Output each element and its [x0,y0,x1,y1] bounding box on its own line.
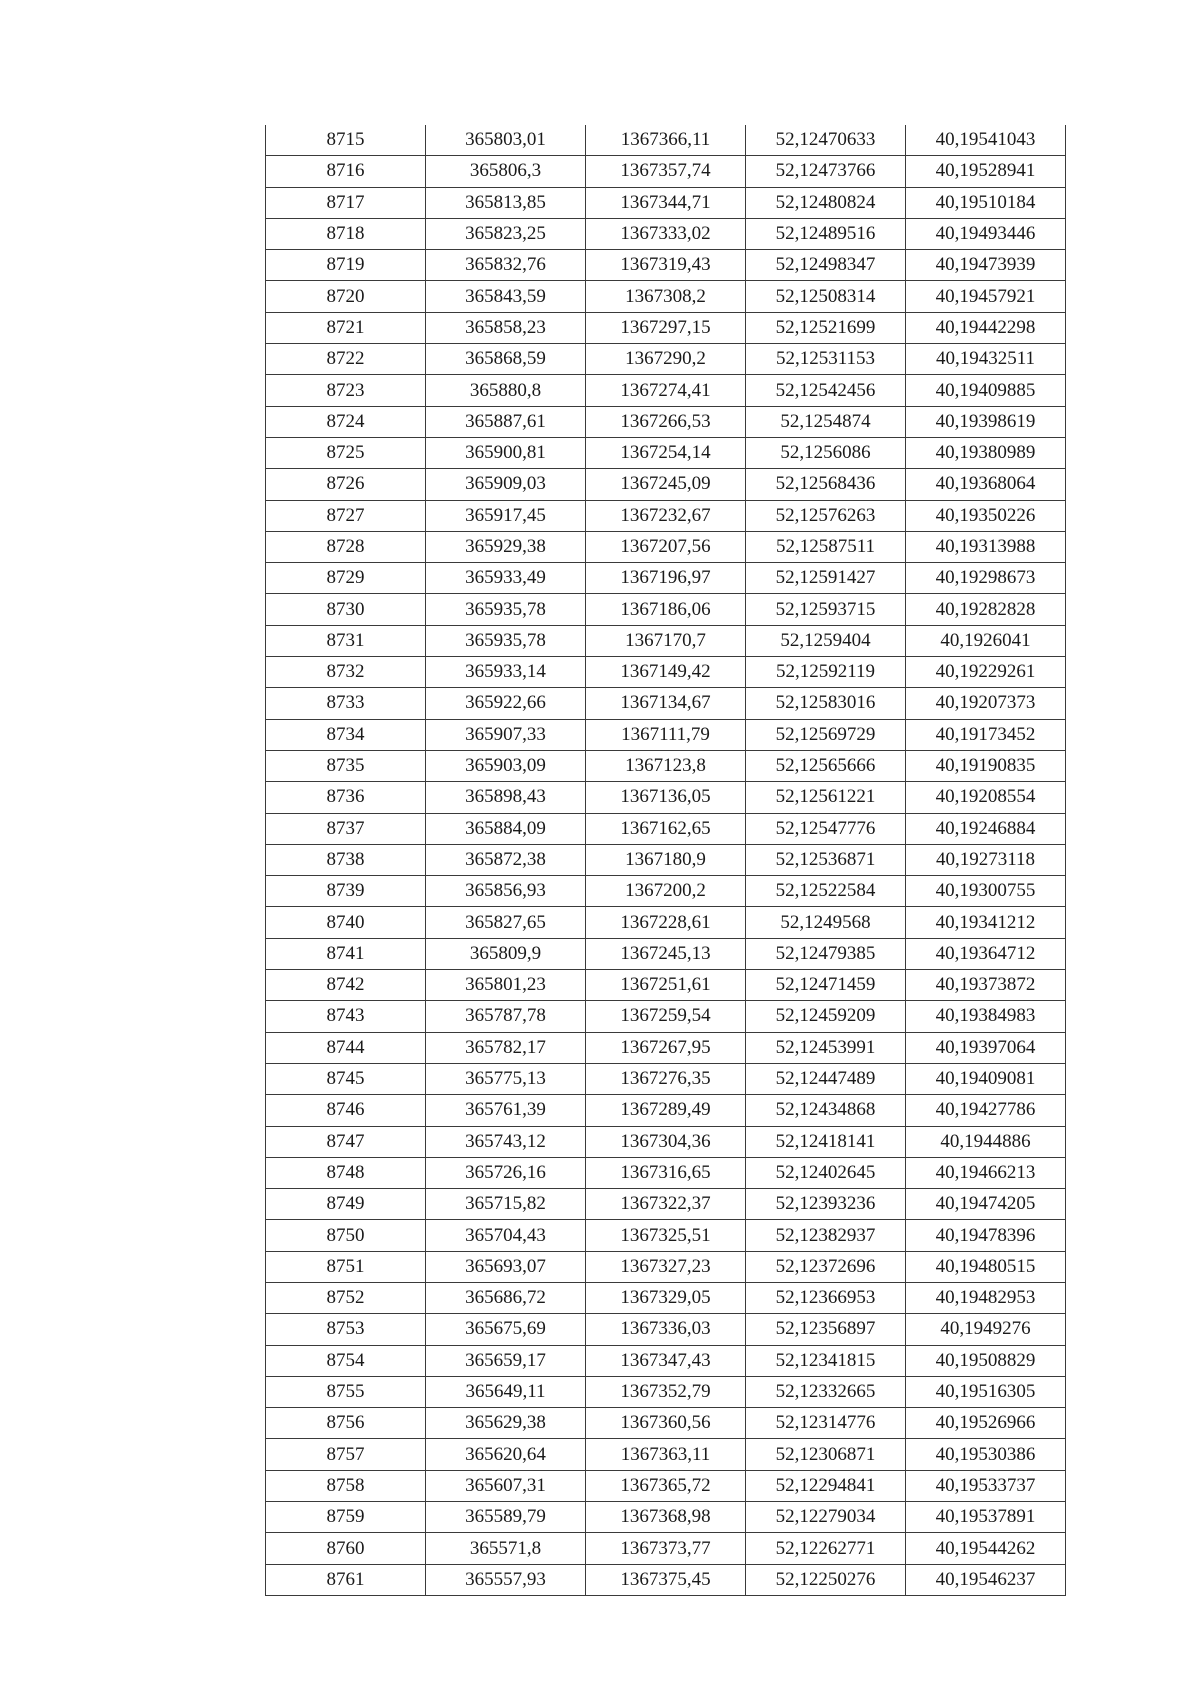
point-number-cell: 8724 [266,406,426,437]
latitude-cell: 52,12470633 [746,125,906,156]
point-number-cell: 8731 [266,625,426,656]
y-coordinate-cell: 1367259,54 [586,1001,746,1032]
table-row [266,1470,1066,1501]
longitude-cell: 40,19510184 [906,187,1066,218]
y-coordinate-cell: 1367375,45 [586,1564,746,1595]
point-number-cell: 8746 [266,1095,426,1126]
point-number-cell: 8726 [266,469,426,500]
x-coordinate-cell: 365801,23 [426,970,586,1001]
point-number-cell: 8753 [266,1314,426,1345]
x-coordinate-cell: 365571,8 [426,1533,586,1564]
latitude-cell: 52,12576263 [746,500,906,531]
x-coordinate-cell: 365880,8 [426,375,586,406]
x-coordinate-cell: 365686,72 [426,1282,586,1313]
longitude-cell: 40,19409081 [906,1063,1066,1094]
table-row [266,625,1066,656]
table-row [266,688,1066,719]
latitude-cell: 52,12471459 [746,970,906,1001]
latitude-cell: 52,12434868 [746,1095,906,1126]
table-row [266,1001,1066,1032]
latitude-cell: 52,12569729 [746,719,906,750]
y-coordinate-cell: 1367170,7 [586,625,746,656]
longitude-cell: 40,19474205 [906,1189,1066,1220]
point-number-cell: 8738 [266,844,426,875]
x-coordinate-cell: 365726,16 [426,1157,586,1188]
y-coordinate-cell: 1367196,97 [586,563,746,594]
x-coordinate-cell: 365935,78 [426,594,586,625]
point-number-cell: 8736 [266,782,426,813]
longitude-cell: 40,19526966 [906,1408,1066,1439]
latitude-cell: 52,12480824 [746,187,906,218]
x-coordinate-cell: 365557,93 [426,1564,586,1595]
point-number-cell: 8751 [266,1251,426,1282]
table-row [266,907,1066,938]
y-coordinate-cell: 1367267,95 [586,1032,746,1063]
table-row [266,1220,1066,1251]
point-number-cell: 8754 [266,1345,426,1376]
point-number-cell: 8722 [266,344,426,375]
latitude-cell: 52,12522584 [746,876,906,907]
latitude-cell: 52,12593715 [746,594,906,625]
y-coordinate-cell: 1367357,74 [586,156,746,187]
table-row [266,1157,1066,1188]
x-coordinate-cell: 365803,01 [426,125,586,156]
point-number-cell: 8760 [266,1533,426,1564]
longitude-cell: 40,1926041 [906,625,1066,656]
longitude-cell: 40,19229261 [906,657,1066,688]
table-row [266,250,1066,281]
y-coordinate-cell: 1367266,53 [586,406,746,437]
longitude-cell: 40,19364712 [906,938,1066,969]
y-coordinate-cell: 1367327,23 [586,1251,746,1282]
longitude-cell: 40,19516305 [906,1376,1066,1407]
y-coordinate-cell: 1367251,61 [586,970,746,1001]
latitude-cell: 52,12536871 [746,844,906,875]
longitude-cell: 40,19442298 [906,312,1066,343]
y-coordinate-cell: 1367254,14 [586,437,746,468]
point-number-cell: 8717 [266,187,426,218]
longitude-cell: 40,19533737 [906,1470,1066,1501]
latitude-cell: 52,12568436 [746,469,906,500]
latitude-cell: 52,12508314 [746,281,906,312]
longitude-cell: 40,19537891 [906,1502,1066,1533]
x-coordinate-cell: 365806,3 [426,156,586,187]
longitude-cell: 40,19208554 [906,782,1066,813]
point-number-cell: 8750 [266,1220,426,1251]
latitude-cell: 52,12294841 [746,1470,906,1501]
y-coordinate-cell: 1367274,41 [586,375,746,406]
y-coordinate-cell: 1367325,51 [586,1220,746,1251]
point-number-cell: 8727 [266,500,426,531]
longitude-cell: 40,19380989 [906,437,1066,468]
latitude-cell: 52,12366953 [746,1282,906,1313]
table-row [266,1126,1066,1157]
latitude-cell: 52,12587511 [746,531,906,562]
x-coordinate-cell: 365827,65 [426,907,586,938]
y-coordinate-cell: 1367329,05 [586,1282,746,1313]
x-coordinate-cell: 365898,43 [426,782,586,813]
x-coordinate-cell: 365659,17 [426,1345,586,1376]
table-row [266,938,1066,969]
x-coordinate-cell: 365909,03 [426,469,586,500]
latitude-cell: 52,12565666 [746,750,906,781]
longitude-cell: 40,19398619 [906,406,1066,437]
coordinates-table-body [266,125,1066,1595]
x-coordinate-cell: 365813,85 [426,187,586,218]
y-coordinate-cell: 1367336,03 [586,1314,746,1345]
y-coordinate-cell: 1367245,13 [586,938,746,969]
point-number-cell: 8721 [266,312,426,343]
x-coordinate-cell: 365782,17 [426,1032,586,1063]
table-row [266,719,1066,750]
latitude-cell: 52,12341815 [746,1345,906,1376]
y-coordinate-cell: 1367366,11 [586,125,746,156]
longitude-cell: 40,19368064 [906,469,1066,500]
latitude-cell: 52,12279034 [746,1502,906,1533]
point-number-cell: 8719 [266,250,426,281]
latitude-cell: 52,12547776 [746,813,906,844]
table-row [266,1408,1066,1439]
table-row [266,1502,1066,1533]
y-coordinate-cell: 1367207,56 [586,531,746,562]
x-coordinate-cell: 365922,66 [426,688,586,719]
coordinates-table [265,125,1066,1596]
longitude-cell: 40,19493446 [906,218,1066,249]
table-row [266,1314,1066,1345]
point-number-cell: 8737 [266,813,426,844]
point-number-cell: 8715 [266,125,426,156]
table-row [266,1095,1066,1126]
longitude-cell: 40,19427786 [906,1095,1066,1126]
x-coordinate-cell: 365775,13 [426,1063,586,1094]
point-number-cell: 8732 [266,657,426,688]
y-coordinate-cell: 1367316,65 [586,1157,746,1188]
latitude-cell: 52,12583016 [746,688,906,719]
x-coordinate-cell: 365887,61 [426,406,586,437]
point-number-cell: 8758 [266,1470,426,1501]
latitude-cell: 52,12489516 [746,218,906,249]
table-row [266,1345,1066,1376]
longitude-cell: 40,19341212 [906,907,1066,938]
x-coordinate-cell: 365933,14 [426,657,586,688]
latitude-cell: 52,12561221 [746,782,906,813]
point-number-cell: 8741 [266,938,426,969]
longitude-cell: 40,19508829 [906,1345,1066,1376]
latitude-cell: 52,1259404 [746,625,906,656]
point-number-cell: 8718 [266,218,426,249]
x-coordinate-cell: 365832,76 [426,250,586,281]
point-number-cell: 8745 [266,1063,426,1094]
x-coordinate-cell: 365607,31 [426,1470,586,1501]
point-number-cell: 8733 [266,688,426,719]
table-row [266,1439,1066,1470]
x-coordinate-cell: 365649,11 [426,1376,586,1407]
longitude-cell: 40,19397064 [906,1032,1066,1063]
point-number-cell: 8748 [266,1157,426,1188]
longitude-cell: 40,19478396 [906,1220,1066,1251]
table-row [266,375,1066,406]
longitude-cell: 40,19544262 [906,1533,1066,1564]
x-coordinate-cell: 365884,09 [426,813,586,844]
point-number-cell: 8735 [266,750,426,781]
table-row [266,312,1066,343]
point-number-cell: 8756 [266,1408,426,1439]
table-row [266,657,1066,688]
table-row [266,281,1066,312]
latitude-cell: 52,12250276 [746,1564,906,1595]
x-coordinate-cell: 365843,59 [426,281,586,312]
table-row [266,563,1066,594]
y-coordinate-cell: 1367352,79 [586,1376,746,1407]
point-number-cell: 8761 [266,1564,426,1595]
point-number-cell: 8740 [266,907,426,938]
y-coordinate-cell: 1367134,67 [586,688,746,719]
latitude-cell: 52,12591427 [746,563,906,594]
longitude-cell: 40,19373872 [906,970,1066,1001]
y-coordinate-cell: 1367111,79 [586,719,746,750]
x-coordinate-cell: 365704,43 [426,1220,586,1251]
longitude-cell: 40,19482953 [906,1282,1066,1313]
point-number-cell: 8716 [266,156,426,187]
table-row [266,782,1066,813]
point-number-cell: 8729 [266,563,426,594]
latitude-cell: 52,12262771 [746,1533,906,1564]
table-row [266,970,1066,1001]
x-coordinate-cell: 365856,93 [426,876,586,907]
point-number-cell: 8744 [266,1032,426,1063]
y-coordinate-cell: 1367180,9 [586,844,746,875]
table-row [266,218,1066,249]
point-number-cell: 8720 [266,281,426,312]
point-number-cell: 8755 [266,1376,426,1407]
y-coordinate-cell: 1367245,09 [586,469,746,500]
y-coordinate-cell: 1367289,49 [586,1095,746,1126]
longitude-cell: 40,19350226 [906,500,1066,531]
x-coordinate-cell: 365675,69 [426,1314,586,1345]
latitude-cell: 52,12418141 [746,1126,906,1157]
table-row [266,531,1066,562]
x-coordinate-cell: 365868,59 [426,344,586,375]
y-coordinate-cell: 1367308,2 [586,281,746,312]
table-row [266,406,1066,437]
longitude-cell: 40,19528941 [906,156,1066,187]
x-coordinate-cell: 365872,38 [426,844,586,875]
y-coordinate-cell: 1367276,35 [586,1063,746,1094]
longitude-cell: 40,19384983 [906,1001,1066,1032]
latitude-cell: 52,12332665 [746,1376,906,1407]
longitude-cell: 40,19546237 [906,1564,1066,1595]
table-row [266,187,1066,218]
x-coordinate-cell: 365933,49 [426,563,586,594]
y-coordinate-cell: 1367297,15 [586,312,746,343]
x-coordinate-cell: 365917,45 [426,500,586,531]
y-coordinate-cell: 1367290,2 [586,344,746,375]
point-number-cell: 8728 [266,531,426,562]
x-coordinate-cell: 365823,25 [426,218,586,249]
longitude-cell: 40,1944886 [906,1126,1066,1157]
latitude-cell: 52,12402645 [746,1157,906,1188]
latitude-cell: 52,12531153 [746,344,906,375]
y-coordinate-cell: 1367344,71 [586,187,746,218]
point-number-cell: 8730 [266,594,426,625]
point-number-cell: 8743 [266,1001,426,1032]
point-number-cell: 8725 [266,437,426,468]
latitude-cell: 52,12382937 [746,1220,906,1251]
y-coordinate-cell: 1367319,43 [586,250,746,281]
x-coordinate-cell: 365907,33 [426,719,586,750]
longitude-cell: 40,19282828 [906,594,1066,625]
y-coordinate-cell: 1367123,8 [586,750,746,781]
longitude-cell: 40,19298673 [906,563,1066,594]
x-coordinate-cell: 365761,39 [426,1095,586,1126]
x-coordinate-cell: 365743,12 [426,1126,586,1157]
longitude-cell: 40,19207373 [906,688,1066,719]
longitude-cell: 40,19466213 [906,1157,1066,1188]
x-coordinate-cell: 365787,78 [426,1001,586,1032]
table-row [266,1063,1066,1094]
latitude-cell: 52,12592119 [746,657,906,688]
table-row [266,1251,1066,1282]
x-coordinate-cell: 365900,81 [426,437,586,468]
longitude-cell: 40,19313988 [906,531,1066,562]
latitude-cell: 52,12356897 [746,1314,906,1345]
table-row [266,1032,1066,1063]
x-coordinate-cell: 365929,38 [426,531,586,562]
x-coordinate-cell: 365693,07 [426,1251,586,1282]
y-coordinate-cell: 1367200,2 [586,876,746,907]
y-coordinate-cell: 1367373,77 [586,1533,746,1564]
latitude-cell: 52,12479385 [746,938,906,969]
x-coordinate-cell: 365935,78 [426,625,586,656]
longitude-cell: 40,19530386 [906,1439,1066,1470]
x-coordinate-cell: 365858,23 [426,312,586,343]
longitude-cell: 40,19300755 [906,876,1066,907]
y-coordinate-cell: 1367228,61 [586,907,746,938]
y-coordinate-cell: 1367360,56 [586,1408,746,1439]
point-number-cell: 8759 [266,1502,426,1533]
longitude-cell: 40,19273118 [906,844,1066,875]
table-row [266,1564,1066,1595]
y-coordinate-cell: 1367333,02 [586,218,746,249]
x-coordinate-cell: 365620,64 [426,1439,586,1470]
y-coordinate-cell: 1367232,67 [586,500,746,531]
point-number-cell: 8757 [266,1439,426,1470]
latitude-cell: 52,1249568 [746,907,906,938]
longitude-cell: 40,19432511 [906,344,1066,375]
table-row [266,469,1066,500]
longitude-cell: 40,1949276 [906,1314,1066,1345]
longitude-cell: 40,19173452 [906,719,1066,750]
y-coordinate-cell: 1367322,37 [586,1189,746,1220]
latitude-cell: 52,1254874 [746,406,906,437]
table-row [266,1376,1066,1407]
y-coordinate-cell: 1367363,11 [586,1439,746,1470]
longitude-cell: 40,19190835 [906,750,1066,781]
table-row [266,594,1066,625]
longitude-cell: 40,19480515 [906,1251,1066,1282]
table-row [266,844,1066,875]
point-number-cell: 8734 [266,719,426,750]
table-row [266,1282,1066,1313]
latitude-cell: 52,1256086 [746,437,906,468]
point-number-cell: 8749 [266,1189,426,1220]
latitude-cell: 52,12521699 [746,312,906,343]
x-coordinate-cell: 365629,38 [426,1408,586,1439]
table-row [266,750,1066,781]
table-row [266,1189,1066,1220]
longitude-cell: 40,19457921 [906,281,1066,312]
latitude-cell: 52,12393236 [746,1189,906,1220]
table-row [266,437,1066,468]
point-number-cell: 8752 [266,1282,426,1313]
longitude-cell: 40,19409885 [906,375,1066,406]
y-coordinate-cell: 1367162,65 [586,813,746,844]
point-number-cell: 8747 [266,1126,426,1157]
y-coordinate-cell: 1367304,36 [586,1126,746,1157]
longitude-cell: 40,19246884 [906,813,1066,844]
x-coordinate-cell: 365809,9 [426,938,586,969]
latitude-cell: 52,12447489 [746,1063,906,1094]
y-coordinate-cell: 1367365,72 [586,1470,746,1501]
x-coordinate-cell: 365715,82 [426,1189,586,1220]
point-number-cell: 8723 [266,375,426,406]
latitude-cell: 52,12453991 [746,1032,906,1063]
latitude-cell: 52,12459209 [746,1001,906,1032]
table-row [266,500,1066,531]
y-coordinate-cell: 1367347,43 [586,1345,746,1376]
table-row [266,156,1066,187]
y-coordinate-cell: 1367136,05 [586,782,746,813]
y-coordinate-cell: 1367149,42 [586,657,746,688]
latitude-cell: 52,12372696 [746,1251,906,1282]
table-row [266,1533,1066,1564]
latitude-cell: 52,12473766 [746,156,906,187]
point-number-cell: 8742 [266,970,426,1001]
x-coordinate-cell: 365589,79 [426,1502,586,1533]
longitude-cell: 40,19473939 [906,250,1066,281]
table-row [266,813,1066,844]
y-coordinate-cell: 1367186,06 [586,594,746,625]
table-row [266,344,1066,375]
y-coordinate-cell: 1367368,98 [586,1502,746,1533]
x-coordinate-cell: 365903,09 [426,750,586,781]
longitude-cell: 40,19541043 [906,125,1066,156]
table-row [266,125,1066,156]
point-number-cell: 8739 [266,876,426,907]
table-row [266,876,1066,907]
latitude-cell: 52,12498347 [746,250,906,281]
latitude-cell: 52,12314776 [746,1408,906,1439]
latitude-cell: 52,12306871 [746,1439,906,1470]
latitude-cell: 52,12542456 [746,375,906,406]
